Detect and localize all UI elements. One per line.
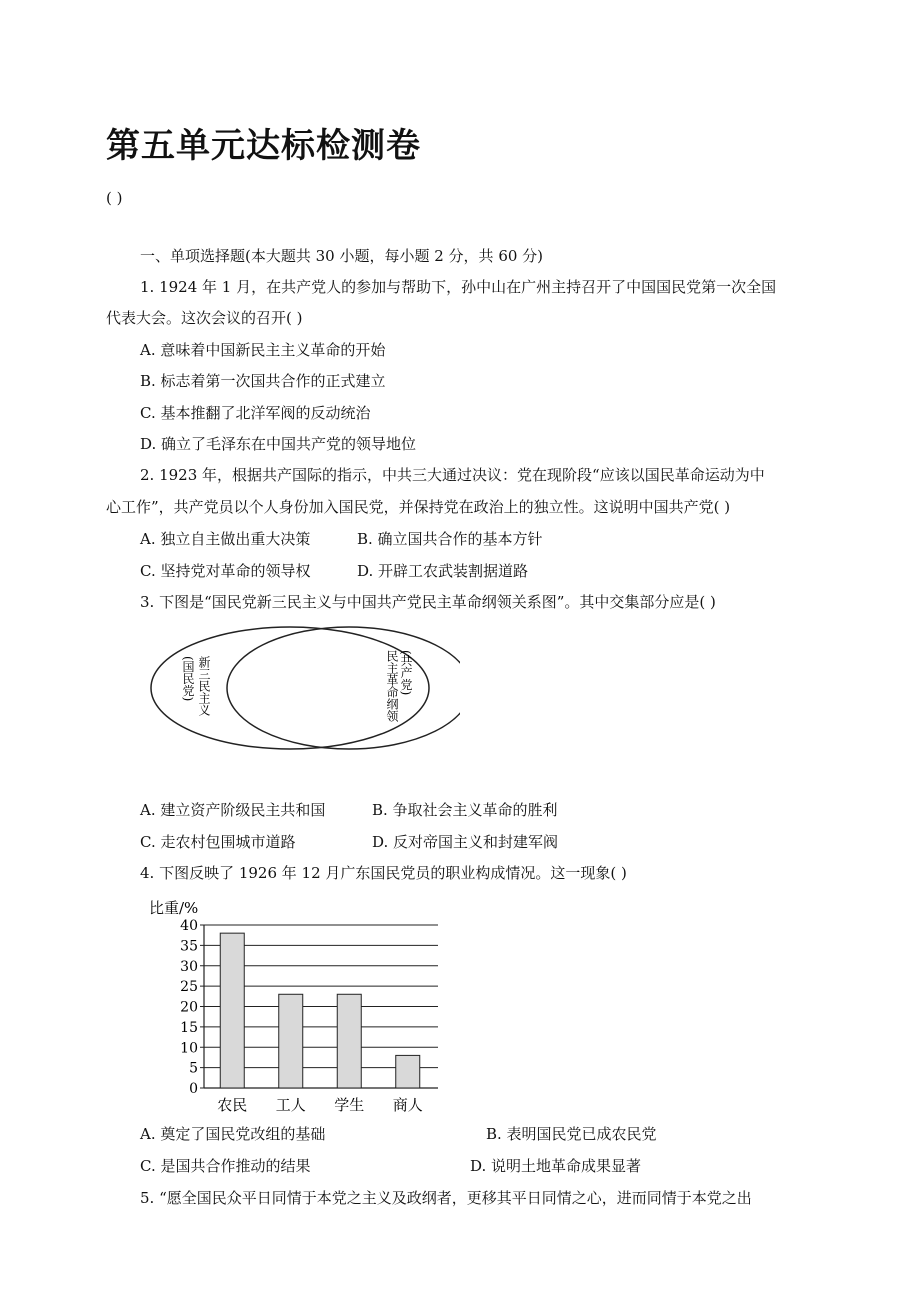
question-4-stem: 4. 下图反映了 1926 年 12 月广东国民党员的职业构成情况。这一现象( ) — [140, 864, 627, 882]
chart-bar-工人 — [279, 994, 303, 1088]
venn-right-label-2: 民主革命纲领 — [385, 650, 399, 722]
chart-y-tick-label: 0 — [189, 1081, 198, 1097]
header-bracket: ( ) — [106, 189, 123, 207]
question-1-stem-line-2: 代表大会。这次会议的召开( ) — [106, 309, 303, 327]
venn-right-ellipse — [227, 627, 460, 749]
question-2-option-c: C. 坚持党对革命的领导权 — [140, 562, 311, 580]
chart-y-tick-label: 15 — [180, 1019, 198, 1036]
chart-bar-学生 — [337, 994, 361, 1088]
chart-y-tick-label: 5 — [189, 1060, 198, 1077]
question-3-option-d: D. 反对帝国主义和封建军阀 — [372, 833, 559, 851]
venn-right-label-1: (共产党) — [399, 650, 413, 696]
chart-y-tick-label: 20 — [180, 999, 198, 1016]
venn-diagram — [140, 620, 460, 760]
bar-chart — [140, 892, 450, 1117]
chart-y-tick-label: 25 — [180, 979, 198, 996]
section-heading: 一、单项选择题(本大题共 30 小题，每小题 2 分，共 60 分) — [140, 247, 544, 265]
question-4-option-d: D. 说明土地革命成果显著 — [470, 1157, 642, 1175]
question-1-option-c: C. 基本推翻了北洋军阀的反动统治 — [140, 404, 371, 422]
chart-x-tick-label: 农民 — [217, 1096, 248, 1114]
question-3-option-b: B. 争取社会主义革命的胜利 — [372, 801, 558, 819]
chart-bar-商人 — [396, 1055, 420, 1088]
chart-y-tick-label: 10 — [180, 1040, 198, 1057]
venn-left-label-2: (国民党) — [181, 656, 195, 702]
question-2-stem-line-1: 2. 1923 年，根据共产国际的指示，中共三大通过决议：党在现阶段“应该以国民革命运动为中 — [140, 466, 765, 484]
page-title: 第五单元达标检测卷 — [106, 126, 421, 166]
question-1-option-a: A. 意味着中国新民主主义革命的开始 — [140, 341, 386, 359]
chart-y-axis-label: 比重/% — [149, 899, 199, 917]
question-4-option-b: B. 表明国民党已成农民党 — [486, 1125, 657, 1143]
chart-y-tick-label: 40 — [180, 918, 198, 934]
venn-left-label-1: 新三民主义 — [197, 656, 211, 716]
question-1-stem-line-1: 1. 1924 年 1 月，在共产党人的参加与帮助下，孙中山在广州主持召开了中国国民党第一次全国 — [140, 278, 777, 296]
chart-y-tick-label: 35 — [180, 938, 198, 955]
question-2-option-a: A. 独立自主做出重大决策 — [140, 530, 311, 548]
question-1-option-b: B. 标志着第一次国共合作的正式建立 — [140, 372, 386, 390]
question-1-option-d: D. 确立了毛泽东在中国共产党的领导地位 — [140, 435, 417, 453]
question-4-option-a: A. 奠定了国民党改组的基础 — [140, 1125, 326, 1143]
chart-y-tick-label: 30 — [180, 958, 198, 975]
question-4-option-c: C. 是国共合作推动的结果 — [140, 1157, 311, 1175]
chart-x-tick-label: 学生 — [334, 1096, 365, 1114]
chart-x-tick-label: 工人 — [275, 1096, 306, 1114]
question-3-stem: 3. 下图是“国民党新三民主义与中国共产党民主革命纲领关系图”。其中交集部分应是( ) — [140, 593, 716, 611]
chart-bar-农民 — [220, 933, 244, 1088]
question-3-option-a: A. 建立资产阶级民主共和国 — [140, 801, 326, 819]
question-5-stem: 5. “愿全国民众平日同情于本党之主义及政纲者，更移其平日同情之心，进而同情于本党之出 — [140, 1189, 752, 1207]
question-2-stem-line-2: 心工作”，共产党员以个人身份加入国民党，并保持党在政治上的独立性。这说明中国共产党( ) — [106, 498, 731, 516]
question-2-option-d: D. 开辟工农武装割据道路 — [357, 562, 529, 580]
question-2-option-b: B. 确立国共合作的基本方针 — [357, 530, 543, 548]
question-3-option-c: C. 走农村包围城市道路 — [140, 833, 296, 851]
chart-x-tick-label: 商人 — [392, 1096, 423, 1114]
